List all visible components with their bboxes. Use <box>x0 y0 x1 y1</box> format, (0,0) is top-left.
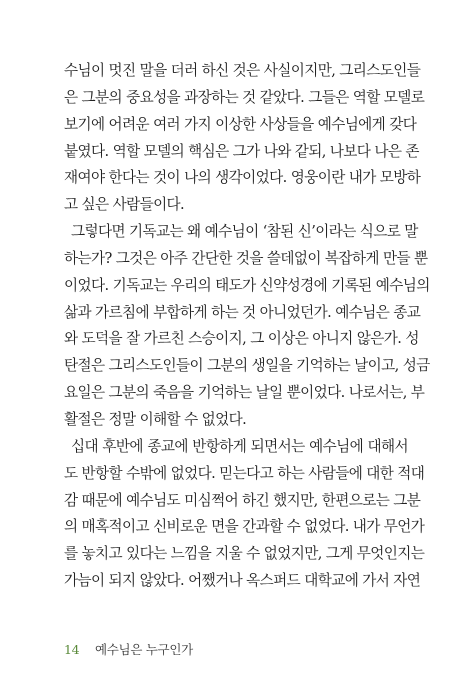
paragraph-2 <box>64 219 430 434</box>
text-line: 그렇다면 기독교는 왜 예수님이 ‘참된 신’이라는 식으로 말 <box>71 223 418 241</box>
text-line: 도 반항할 수밖에 없었다. 믿는다고 하는 사람들에 대한 적대 <box>64 464 425 482</box>
text-line: 수님이 멋진 말을 더러 하신 것은 사실이지만, 그리스도인들 <box>64 62 421 79</box>
text-line: 십대 후반에 종교에 반항하게 되면서는 예수님에 대해서 <box>71 437 408 455</box>
text-line: 요일은 그분의 죽음을 기억하는 날일 뿐이었다. 나로서는, 부 <box>64 384 425 402</box>
text-line: 가늠이 되지 않았다. 어쨌거나 옥스퍼드 대학교에 가서 자연 <box>64 572 421 590</box>
body-text <box>64 58 430 595</box>
text-line: 은 그분의 중요성을 과장하는 것 같았다. 그들은 역할 모델로 <box>64 88 425 106</box>
text-line: 탄절은 그리스도인들이 그분의 생일을 기억하는 날이고, 성금 <box>64 357 430 375</box>
page-number: 14 <box>64 642 80 657</box>
running-title: 예수님은 누구인가 <box>95 642 193 657</box>
text-line: 이었다. 기독교는 우리의 태도가 신약성경에 기록된 예수님의 <box>64 276 430 294</box>
paragraph-1 <box>64 58 425 219</box>
page-footer <box>64 640 193 658</box>
text-line: 감 때문에 예수님도 미심쩍어 하긴 했지만, 한편으로는 그분 <box>64 491 421 509</box>
text-line: 와 도덕을 잘 가르친 스승이지, 그 이상은 아니지 않은가. 성 <box>64 330 419 348</box>
text-line: 재여야 한다는 것이 나의 생각이었다. 영웅이란 내가 모방하 <box>64 169 421 187</box>
text-line: 고 싶은 사람들이다. <box>64 196 185 214</box>
text-line: 하는가? 그것은 아주 간단한 것을 쓸데없이 복잡하게 만들 뿐 <box>64 249 428 267</box>
text-line: 활절은 정말 이해할 수 없었다. <box>64 410 247 428</box>
text-line: 보기에 어려운 여러 가지 이상한 사상들을 예수님에게 갖다 <box>64 115 417 133</box>
text-line: 의 매혹적이고 신비로운 면을 간과할 수 없었다. 내가 무언가 <box>64 518 425 536</box>
text-line: 붙였다. 역할 모델의 핵심은 그가 나와 같되, 나보다 나은 존 <box>64 142 419 160</box>
paragraph-3 <box>64 434 425 595</box>
text-line: 를 놓치고 있다는 느낌을 지울 수 없었지만, 그게 무엇인지는 <box>64 545 425 563</box>
text-line: 삶과 가르침에 부합하게 하는 것 아니었던가. 예수님은 종교 <box>64 303 421 321</box>
